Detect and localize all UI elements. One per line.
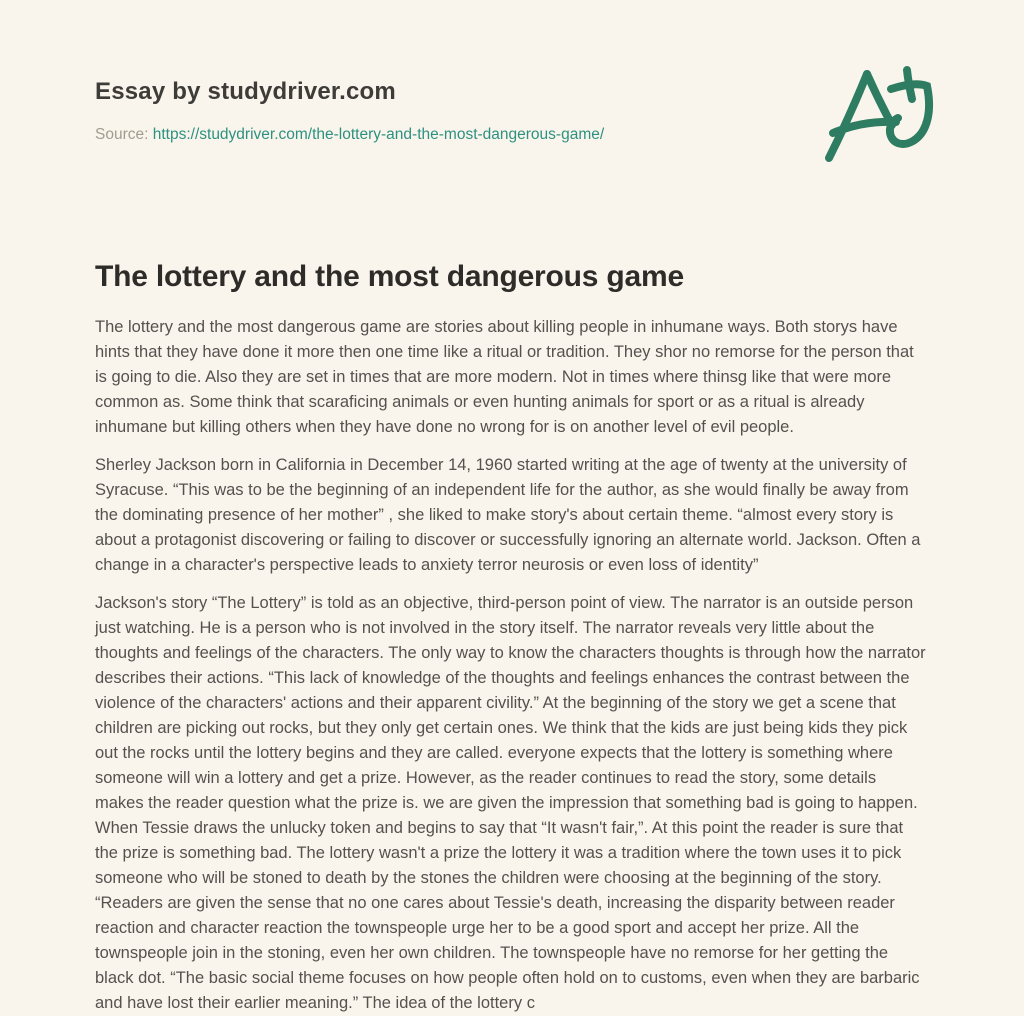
source-label: Source:	[95, 125, 149, 143]
a-plus-logo-icon	[816, 58, 956, 178]
source-line	[95, 124, 928, 146]
essay-paragraph-1: The lottery and the most dangerous game are stories about killing people in inhumane ways. Both storys have hints that they have done it more then one time like a ritual or tradition. They shor no remorse for the person that is going to die. Also they are set in times that are more modern. Not in times where thinsg like that were more common as. Some think that scaraficing animals or even hunting animals for sport or as a ritual is already inhumane but killing others when they have done no wrong for is on another level of evil people.	[95, 318, 914, 437]
essay-paragraph-3: Jackson's story “The Lottery” is told as an objective, third-person point of view. The narrator is an outside person just watching. He is a person who is not involved in the story itself. The narrator reveals very little about the thoughts and feelings of the characters. The only way to know the characters thoughts is through how the narrator describes their actions. “This lack of knowledge of the thoughts and feelings enhances the contrast between the violence of the characters' actions and their apparent civility.” At the beginning of the story we get a scene that children are picking out rocks, but they only get certain ones. We think that the kids are just being kids they pick out the rocks until the lottery begins and they are called. everyone expects that the lottery is something where someone will win a lottery and get a prize. However, as the reader continues to read the story, some details makes the reader question what the prize is. we are given the impression that something bad is going to happen. When Tessie draws the unlucky token and begins to say that “It wasn't fair,”. At this point the reader is sure that the prize is something bad. The lottery wasn't a prize the lottery it was a tradition where the town uses it to pick someone who will be stoned to death by the stones the children were choosing at the beginning of the story. “Readers are given the sense that no one cares about Tessie's death, increasing the disparity between reader reaction and character reaction the townspeople urge her to be a good sport and accept her prize. All the townspeople join in the stoning, even her own children. The townspeople have no remorse for her getting the black dot. “The basic social theme focuses on how people often hold on to customs, even when they are barbaric and have lost their earlier meaning.” The idea of the lottery c	[95, 594, 926, 1013]
essay-content	[95, 259, 928, 1016]
source-link[interactable]: https://studydriver.com/the-lottery-and-the-most-dangerous-game/	[152, 125, 605, 143]
essay-paragraph-2: Sherley Jackson born in California in December 14, 1960 started writing at the age of twenty at the university of Syracuse. “This was to be the beginning of an independent life for the author, as she would finally be away from the dominating presence of her mother” , she liked to make story's about certain theme. “almost every story is about a protagonist discovering or failing to discover or successfully ignoring an alternate world. Jackson. Often a change in a character's perspective leads to anxiety terror neurosis or even loss of identity”	[95, 456, 921, 575]
essay-body	[95, 315, 928, 1016]
page-header	[95, 78, 928, 145]
page-title: Essay by studydriver.com	[95, 78, 396, 105]
essay-title: The lottery and the most dangerous game	[95, 260, 684, 294]
